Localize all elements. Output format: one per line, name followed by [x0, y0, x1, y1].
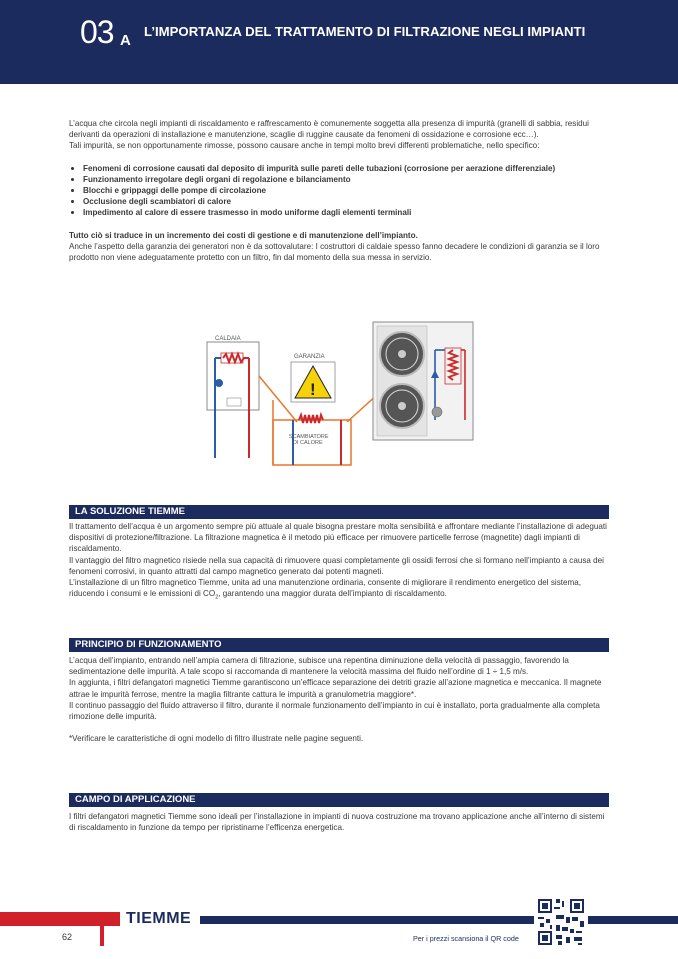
intro-paragraph-3: Anche l’aspetto della garanzia dei generatori non è da sottovalutare: I costruttori di caldaie spesso fanno decadere le condizioni di garanzia se il loro prodotto non viene adeguatamente protetto con un filtro, fin dal momento della sua messa in servizio.: [69, 241, 600, 263]
solution-heading: LA SOLUZIONE TIEMME: [69, 505, 609, 519]
list-item: Impedimento al calore di essere trasmesso in modo uniforme dagli elementi terminali: [69, 207, 609, 218]
principle-heading: PRINCIPIO DI FUNZIONAMENTO: [69, 638, 609, 652]
principle-paragraph-2: In aggiunta, i filtri defangatori magnetici Tiemme garantiscono un’efficace separazione dei detriti grazie all’azione magnetica e meccanica. Il magnete attrae le impurità ferrose, mentre la maglia filtrante cattura le impurità a granulometria maggiore*.: [69, 678, 602, 699]
exchanger-label-1: SCAMBIATORE: [289, 434, 329, 440]
brand-mark-icon: [88, 912, 128, 946]
footer-navy-line-right: [588, 916, 678, 924]
section-number: 03: [80, 14, 114, 50]
intro-paragraph-2: Tali impurità, se non opportunamente rimosse, possono causare anche in tempi molto brevi differenti problematiche, nello specifico:: [69, 141, 540, 151]
list-item: Funzionamento irregolare degli organi di regolazione e bilanciamento: [69, 174, 609, 185]
warning-icon: !: [310, 380, 316, 399]
intro-paragraph-1: L’acqua che circola negli impianti di riscaldamento e raffrescamento è comunemente soggetta alla presenza di impurità (granelli di sabbia, residui derivanti da operazioni di installazione e manutenzione, scaglie di ruggine causate da fenomeni di ossidazione e corrosione ecc…).: [69, 119, 589, 140]
warranty-illustration: [291, 354, 335, 402]
system-diagram: [205, 320, 475, 470]
boiler-illustration: [207, 336, 259, 458]
list-item: Fenomeni di corrosione causati dal deposito di impurità sulle pareti delle tubazioni (corrosione per aerazione differenziale): [69, 163, 609, 174]
warranty-label: GARANZIA: [294, 354, 325, 360]
principle-paragraph-1: L’acqua dell’impianto, entrando nell’ampia camera di filtrazione, subisce una repentina diminuzione della velocità di passaggio, favorendo la sedimentazione delle impurità. A tale scopo si raccomanda di mantenere la velocità massima del fluido nell’ordine di 1 ÷ 1,5 m/s.: [69, 656, 569, 677]
solution-paragraph-3: L’installazione di un filtro magnetico Tiemme, unita ad una manutenzione ordinaria, consente di migliorare il rendimento energetico del sistema, riducendo i consumi e le emissioni di $CO_2$, garantendo una maggior durata dell’impianto di riscaldamento.: [69, 578, 581, 601]
application-paragraph: I filtri defangatori magnetici Tiemme sono ideali per l’installazione in impianti di nuova costruzione ma trovano applicazione anche all’interno di sistemi di riscaldamento in funzione da tempo per ripristinarne l’efficenza energetica.: [69, 812, 605, 833]
principle-section: [69, 655, 609, 744]
qr-caption: Per i prezzi scansiona il QR code: [413, 934, 519, 943]
exchanger-label-2: DI CALORE: [293, 440, 323, 446]
solution-section: [69, 521, 609, 604]
solution-paragraph-1: Il trattamento dell’acqua è un argomento sempre più attuale al quale bisogna prestare molta sensibilità e affrontare mediante l’installazione di adeguati dispositivi di protezione/filtrazione. La filtrazione magnetica è il metodo più efficace per rimuovere particelle ferrose (magnetite) dagli impianti di riscaldamento.: [69, 522, 607, 554]
cost-statement: Tutto ciò si traduce in un incremento dei costi di gestione e di manutenzione dell’impianto.: [69, 230, 418, 240]
principle-note: *Verificare le caratteristiche di ogni modello di filtro illustrate nelle pagine seguenti.: [69, 734, 364, 744]
application-heading: CAMPO DI APPLICAZIONE: [69, 793, 609, 807]
list-item: Blocchi e grippaggi delle pompe di circolazione: [69, 185, 609, 196]
principle-paragraph-3: Il continuo passaggio del fluido attraverso il filtro, durante il normale funzionamento dell’impianto in cui è installato, porta gradualmente alla completa rimozione delle impurità.: [69, 700, 600, 722]
page-title: L’IMPORTANZA DEL TRATTAMENTO DI FILTRAZIONE NEGLI IMPIANTI: [144, 24, 586, 39]
qr-code-icon[interactable]: [536, 897, 586, 947]
footer-navy-line: [200, 916, 534, 924]
application-section: [69, 811, 609, 833]
solution-paragraph-2: Il vantaggio del filtro magnetico risiede nella sua capacità di rimuovere quasi completamente gli ossidi ferrosi che si formano nell’impianto a causa dei fenomeni corrosivi, in quanto attratti dal campo magnetico generato dai potenti magneti.: [69, 555, 604, 576]
problem-list: [69, 163, 609, 219]
list-item: Occlusione degli scambiatori di calore: [69, 196, 609, 207]
intro-section: [69, 118, 609, 263]
heat-pump-illustration: [373, 322, 473, 440]
page-header: [0, 0, 678, 84]
boiler-label: CALDAIA: [215, 336, 241, 342]
brand-logo: TIEMME: [126, 910, 192, 927]
section-letter: A: [120, 32, 131, 49]
page-number: 62: [62, 932, 73, 942]
